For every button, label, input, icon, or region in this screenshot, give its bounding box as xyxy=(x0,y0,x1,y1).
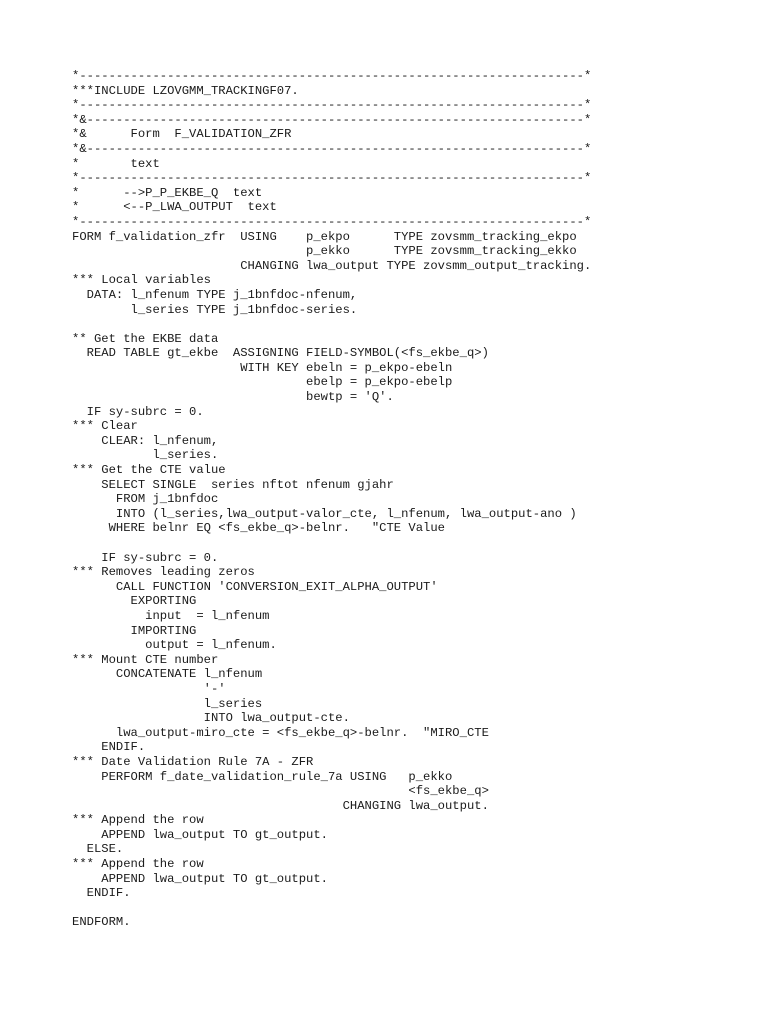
code-line: INTO lwa_output-cte. xyxy=(72,711,350,726)
code-line: l_series xyxy=(72,696,263,711)
code-line: CHANGING lwa_output TYPE zovsmm_output_tracking. xyxy=(72,258,592,273)
code-line: lwa_output-miro_cte = <fs_ekbe_q>-belnr. "MIRO_CTE xyxy=(72,725,489,740)
code-line: EXPORTING xyxy=(72,594,197,609)
code-line: WITH KEY ebeln = p_ekpo-ebeln xyxy=(72,360,453,375)
code-line: ELSE. xyxy=(72,842,124,857)
code-line: *---------------------------------------------------------------------* xyxy=(72,214,592,229)
code-line: '-' xyxy=(72,681,226,696)
code-line: * -->P_P_EKBE_Q text xyxy=(72,185,263,200)
code-line: * <--P_LWA_OUTPUT text xyxy=(72,200,277,215)
code-line: l_series TYPE j_1bnfdoc-series. xyxy=(72,302,358,317)
code-line: * text xyxy=(72,156,160,171)
code-line: *& Form F_VALIDATION_ZFR xyxy=(72,127,292,142)
code-line: CHANGING lwa_output. xyxy=(72,798,489,813)
code-line: ENDIF. xyxy=(72,740,146,755)
code-line: IMPORTING xyxy=(72,623,197,638)
code-line: *---------------------------------------------------------------------* xyxy=(72,171,592,186)
code-line: IF sy-subrc = 0. xyxy=(72,404,204,419)
code-line: READ TABLE gt_ekbe ASSIGNING FIELD-SYMBOL(<fs_ekbe_q>) xyxy=(72,346,489,361)
code-line: APPEND lwa_output TO gt_output. xyxy=(72,827,328,842)
code-line: *** Removes leading zeros xyxy=(72,565,255,580)
code-line: output = l_nfenum. xyxy=(72,638,277,653)
code-line: IF sy-subrc = 0. xyxy=(72,550,219,565)
code-line xyxy=(72,901,632,916)
code-line: CALL FUNCTION 'CONVERSION_EXIT_ALPHA_OUTPUT' xyxy=(72,579,438,594)
code-line: *** Get the CTE value xyxy=(72,463,226,478)
code-line: INTO (l_series,lwa_output-valor_cte, l_nfenum, lwa_output-ano ) xyxy=(72,506,577,521)
code-line: ENDFORM. xyxy=(72,915,131,930)
code-line: *** Date Validation Rule 7A - ZFR xyxy=(72,754,314,769)
code-line: FORM f_validation_zfr USING p_ekpo TYPE zovsmm_tracking_ekpo xyxy=(72,229,577,244)
code-line: p_ekko TYPE zovsmm_tracking_ekko xyxy=(72,244,577,259)
code-line: *---------------------------------------------------------------------* xyxy=(72,98,592,113)
code-line: bewtp = 'Q'. xyxy=(72,390,394,405)
code-line: CLEAR: l_nfenum, xyxy=(72,433,219,448)
code-line xyxy=(72,536,632,551)
code-line: *---------------------------------------------------------------------* xyxy=(72,69,592,83)
code-line: l_series. xyxy=(72,448,219,463)
code-line xyxy=(72,317,632,332)
code-line: DATA: l_nfenum TYPE j_1bnfdoc-nfenum, xyxy=(72,287,358,302)
code-line: SELECT SINGLE series nftot nfenum gjahr xyxy=(72,477,394,492)
code-line: ***INCLUDE LZOVGMM_TRACKINGF07. xyxy=(72,83,299,98)
code-line: *** Append the row xyxy=(72,813,204,828)
code-line: APPEND lwa_output TO gt_output. xyxy=(72,871,328,886)
code-line: <fs_ekbe_q> xyxy=(72,784,489,799)
code-listing xyxy=(72,69,632,930)
code-line: *** Mount CTE number xyxy=(72,652,219,667)
code-line: WHERE belnr EQ <fs_ekbe_q>-belnr. "CTE Value xyxy=(72,521,445,536)
code-line: *** Clear xyxy=(72,419,138,434)
code-line: ENDIF. xyxy=(72,886,131,901)
code-line: FROM j_1bnfdoc xyxy=(72,492,219,507)
code-line: ebelp = p_ekpo-ebelp xyxy=(72,375,453,390)
code-line: input = l_nfenum xyxy=(72,608,270,623)
code-line: *&--------------------------------------------------------------------* xyxy=(72,112,592,127)
code-line: *** Append the row xyxy=(72,857,204,872)
code-line: *&--------------------------------------------------------------------* xyxy=(72,141,592,156)
code-line: *** Local variables xyxy=(72,273,211,288)
code-line: PERFORM f_date_validation_rule_7a USING p_ekko xyxy=(72,769,453,784)
code-line: CONCATENATE l_nfenum xyxy=(72,667,263,682)
code-line: ** Get the EKBE data xyxy=(72,331,219,346)
